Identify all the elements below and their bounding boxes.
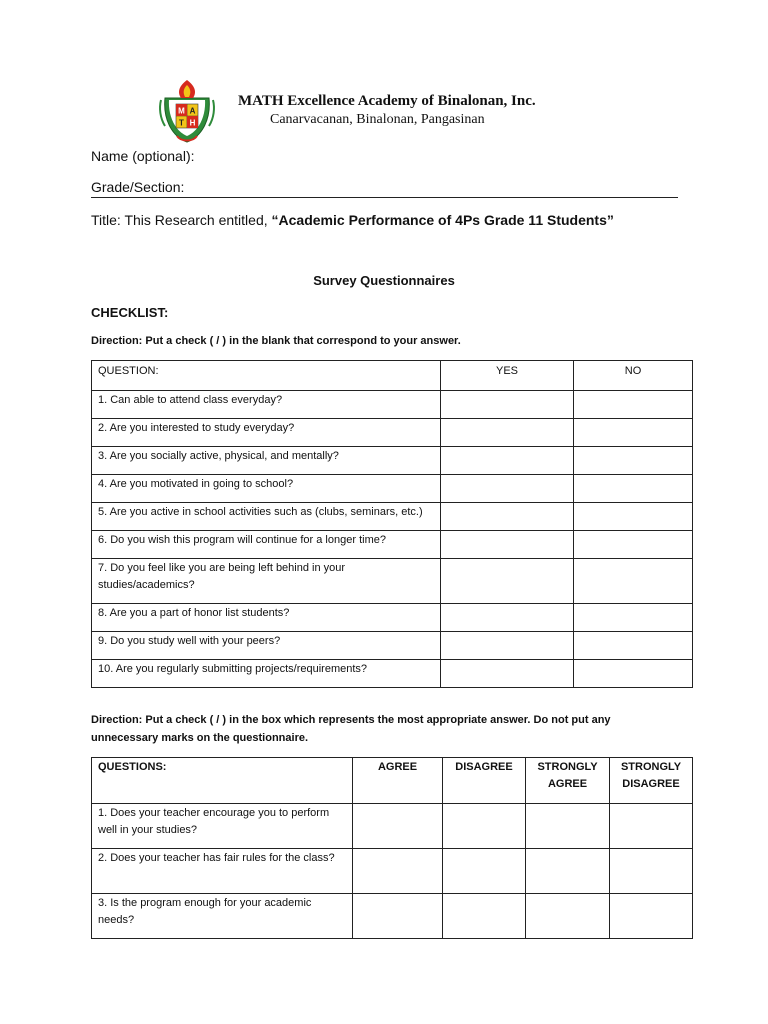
table-row (92, 559, 693, 604)
agree-answer-cell[interactable] (353, 894, 443, 939)
no-answer-cell[interactable] (574, 660, 693, 688)
table-row (92, 531, 693, 559)
no-answer-cell[interactable] (574, 559, 693, 604)
table-header-row (92, 758, 693, 804)
yes-answer-cell[interactable] (441, 559, 574, 604)
column-header-no: NO (574, 361, 693, 391)
school-name: MATH Excellence Academy of Binalonan, Inc. (238, 93, 536, 109)
school-address: Canarvacanan, Binalonan, Pangasinan (270, 112, 485, 127)
column-header-disagree: DISAGREE (443, 758, 526, 804)
yes-answer-cell[interactable] (441, 419, 574, 447)
yes-answer-cell[interactable] (441, 391, 574, 419)
strongly-disagree-answer-cell[interactable] (610, 894, 693, 939)
table-row (92, 660, 693, 688)
table-row (92, 804, 693, 849)
no-answer-cell[interactable] (574, 531, 693, 559)
no-answer-cell[interactable] (574, 447, 693, 475)
question-text: 10. Are you regularly submitting projects/requirements? (92, 660, 441, 688)
yes-answer-cell[interactable] (441, 503, 574, 531)
survey-title: Survey Questionnaires (313, 273, 455, 288)
no-answer-cell[interactable] (574, 604, 693, 632)
agree-answer-cell[interactable] (353, 849, 443, 894)
no-answer-cell[interactable] (574, 475, 693, 503)
column-header-agree: AGREE (353, 758, 443, 804)
table-row (92, 604, 693, 632)
question-text: 6. Do you wish this program will continue for a longer time? (92, 531, 441, 559)
yes-answer-cell[interactable] (441, 660, 574, 688)
column-header-question: QUESTION: (92, 361, 441, 391)
table-row (92, 894, 693, 939)
strongly-agree-answer-cell[interactable] (526, 894, 610, 939)
grade-section-blank-line[interactable] (91, 197, 678, 198)
seal-letter: H (189, 118, 196, 128)
question-text: 4. Are you motivated in going to school? (92, 475, 441, 503)
name-field-label: Name (optional): (91, 148, 195, 164)
question-text: 7. Do you feel like you are being left behind in your studies/academics? (92, 559, 441, 604)
question-text: 5. Are you active in school activities such as (clubs, seminars, etc.) (92, 503, 441, 531)
strongly-agree-answer-cell[interactable] (526, 804, 610, 849)
question-text: 2. Does your teacher has fair rules for the class? (92, 849, 353, 894)
table-row (92, 419, 693, 447)
yes-answer-cell[interactable] (441, 475, 574, 503)
column-header-strongly-agree: STRONGLY AGREE (526, 758, 610, 804)
question-text: 2. Are you interested to study everyday? (92, 419, 441, 447)
question-text: 1. Does your teacher encourage you to perform well in your studies? (92, 804, 353, 849)
rating-table (91, 757, 693, 939)
rating-direction: Direction: Put a check ( / ) in the box which represents the most appropriate answer. Do not put any unnecessary marks on the questionnaire. (91, 714, 611, 744)
seal-letter: A (189, 106, 196, 116)
no-answer-cell[interactable] (574, 419, 693, 447)
research-title: “Academic Performance of 4Ps Grade 11 Students” (271, 212, 614, 228)
research-title-line (91, 212, 614, 228)
table-row (92, 447, 693, 475)
yes-answer-cell[interactable] (441, 632, 574, 660)
yes-answer-cell[interactable] (441, 531, 574, 559)
checklist-heading: CHECKLIST: (91, 305, 169, 320)
no-answer-cell[interactable] (574, 503, 693, 531)
table-row (92, 632, 693, 660)
no-answer-cell[interactable] (574, 632, 693, 660)
question-text: 1. Can able to attend class everyday? (92, 391, 441, 419)
disagree-answer-cell[interactable] (443, 849, 526, 894)
seal-letter: M (178, 106, 185, 116)
column-header-yes: YES (441, 361, 574, 391)
question-text: 8. Are you a part of honor list students? (92, 604, 441, 632)
yes-answer-cell[interactable] (441, 604, 574, 632)
agree-answer-cell[interactable] (353, 804, 443, 849)
table-header-row (92, 361, 693, 391)
question-text: 3. Is the program enough for your academic needs? (92, 894, 353, 939)
no-answer-cell[interactable] (574, 391, 693, 419)
checklist-direction: Direction: Put a check ( / ) in the blank that correspond to your answer. (91, 335, 461, 347)
yes-answer-cell[interactable] (441, 447, 574, 475)
strongly-disagree-answer-cell[interactable] (610, 849, 693, 894)
question-text: 3. Are you socially active, physical, and mentally? (92, 447, 441, 475)
grade-section-field-label: Grade/Section: (91, 179, 185, 195)
table-row (92, 503, 693, 531)
school-seal-logo (157, 78, 217, 146)
column-header-questions: QUESTIONS: (92, 758, 353, 804)
table-row (92, 849, 693, 894)
checklist-table (91, 360, 693, 688)
column-header-strongly-disagree: STRONGLY DISAGREE (610, 758, 693, 804)
strongly-disagree-answer-cell[interactable] (610, 804, 693, 849)
table-row (92, 391, 693, 419)
disagree-answer-cell[interactable] (443, 804, 526, 849)
question-text: 9. Do you study well with your peers? (92, 632, 441, 660)
research-title-prefix: Title: This Research entitled, (91, 212, 268, 228)
table-row (92, 475, 693, 503)
seal-letter: T (179, 118, 184, 128)
strongly-agree-answer-cell[interactable] (526, 849, 610, 894)
disagree-answer-cell[interactable] (443, 894, 526, 939)
